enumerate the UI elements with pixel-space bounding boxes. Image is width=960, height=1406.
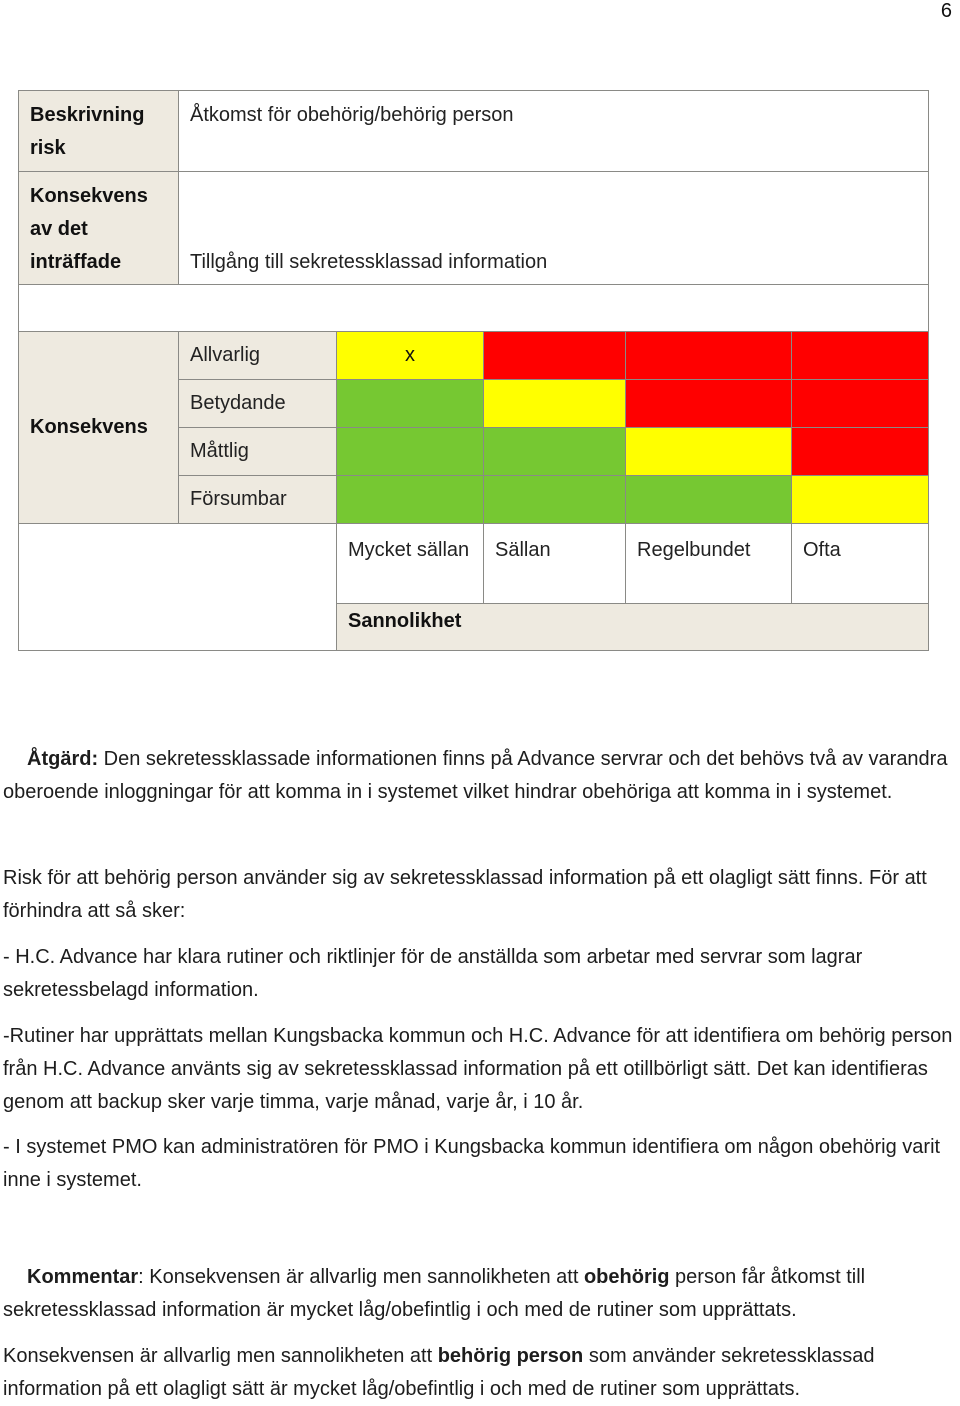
paragraph-pmo: - I systemet PMO kan administratören för PMO i Kungsbacka kommun identifiera om någon obehörig varit inne i systemet. (3, 1136, 941, 1191)
risk-cell: x (337, 332, 484, 380)
risk-cell (626, 380, 792, 428)
consequence-row (19, 172, 929, 286)
risk-cell (792, 476, 929, 524)
matrix-row (19, 332, 929, 380)
matrix-spacer-row (19, 285, 929, 332)
comment-paragraph-2 (3, 1340, 959, 1406)
comment-paragraph-1 (3, 1261, 959, 1327)
action-label: Åtgärd: (27, 748, 99, 770)
risk-label: Beskrivning risk (19, 91, 179, 172)
risk-matrix-table (18, 284, 929, 651)
risk-cell (337, 380, 484, 428)
risk-cell (337, 428, 484, 476)
risk-cell (337, 476, 484, 524)
consequence-label: Konsekvens av det inträffade (19, 172, 179, 286)
consequence-level-label: Försumbar (179, 476, 337, 524)
risk-cell (484, 380, 626, 428)
paragraph-risk: Risk för att behörig person använder sig av sekretessklassad information på ett olagligt sätt finns. För att förhindra att så sker: (3, 867, 927, 922)
risk-description-table (18, 90, 929, 286)
risk-cell (484, 476, 626, 524)
action-text: Den sekretessklassade informationen finns på Advance servrar och det behövs två av varandra oberoende inloggningar för att komma in i systemet vilket hindrar obehöriga att komma in i systemet. (3, 748, 948, 803)
probability-regular: Regelbundet (626, 524, 792, 604)
probability-title: Sannolikhet (337, 604, 929, 651)
risk-cell (484, 428, 626, 476)
probability-very-rare: Mycket sällan (337, 524, 484, 604)
consequence-title: Konsekvens (19, 332, 179, 524)
matrix-levels (19, 332, 929, 524)
consequence-level-label: Måttlig (179, 428, 337, 476)
probability-often: Ofta (792, 524, 929, 604)
risk-cell (792, 428, 929, 476)
probability-rare: Sällan (484, 524, 626, 604)
comment-text-2a: Konsekvensen är allvarlig men sannolikheten att (3, 1345, 438, 1367)
page-number: 6 (940, 0, 952, 22)
risk-row (19, 91, 929, 172)
action-paragraph (3, 743, 959, 809)
risk-cell (792, 380, 929, 428)
comment-bold-2: behörig person (437, 1345, 584, 1367)
paragraph-identification: -Rutiner har upprättats mellan Kungsbacka kommun och H.C. Advance för att identifiera om behörig person från H.C. Advance använts sig av sekretessklassad information på ett otillbörligt sätt. Det kan identifieras genom att backup sker varje timma, varje månad, varje år, i 10 år. (3, 1025, 953, 1113)
matrix-empty-corner (19, 524, 337, 651)
risk-cell (626, 428, 792, 476)
risk-cell (626, 332, 792, 380)
paragraph-routines: - H.C. Advance har klara rutiner och riktlinjer för de anställda som arbetar med servrar som lagrar sekretessbelagd information. (3, 946, 863, 1001)
risk-cell (626, 476, 792, 524)
risk-cell (792, 332, 929, 380)
consequence-value: Tillgång till sekretessklassad information (179, 172, 929, 286)
consequence-level-label: Allvarlig (179, 332, 337, 380)
comment-label: Kommentar (27, 1266, 139, 1288)
comment-text-2b: som använder sekretessklassad information på ett olagligt sätt är mycket låg/obefintlig i och med de rutiner som upprättats. (3, 1345, 875, 1400)
risk-value: Åtkomst för obehörig/behörig person (179, 91, 929, 172)
comment-text-1b: person får åtkomst till sekretessklassad information är mycket låg/obefintlig i och med de rutiner som upprättats. (3, 1266, 866, 1321)
comment-text-1a: : Konsekvensen är allvarlig men sannolikheten att (138, 1266, 584, 1288)
risk-cell (484, 332, 626, 380)
consequence-level-label: Betydande (179, 380, 337, 428)
comment-bold-1: obehörig (583, 1266, 670, 1288)
